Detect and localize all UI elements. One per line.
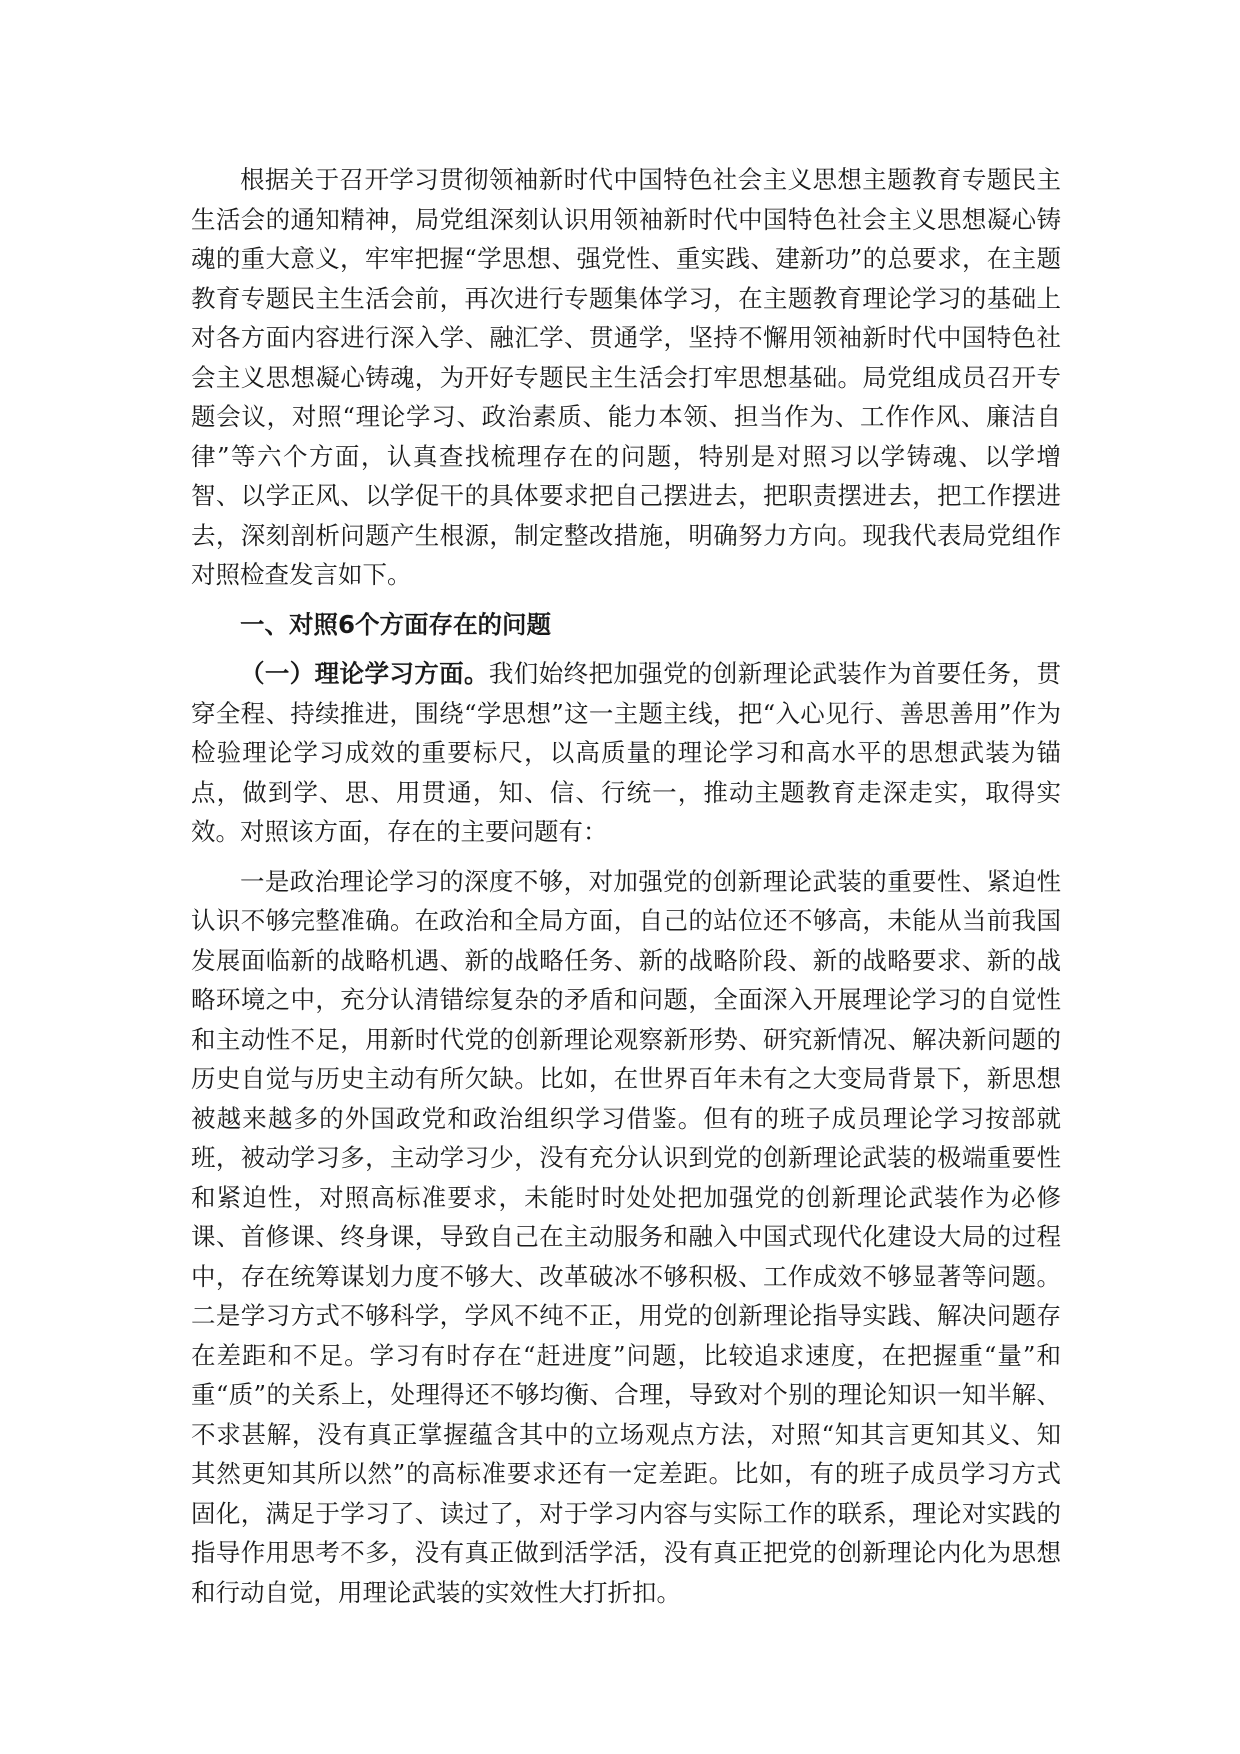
document-body [191, 160, 1061, 1612]
subsection-paragraph [191, 654, 1061, 852]
subsection-label: （一）理论学习方面。 [240, 659, 489, 688]
section-heading: 一、对照6个方面存在的问题 [240, 609, 552, 639]
subsection-text: 我们始终把加强党的创新理论武装作为首要任务，贯穿全程、持续推进，围绕“学思想”这一主题主线，把“入心见行、善思善用”作为检验理论学习成效的重要标尺，以高质量的理论学习和高水平的思想武装为锚点，做到学、思、用贯通，知、信、行统一，推动主题教育走深走实，取得实效。对照该方面，存在的主要问题有： [191, 659, 1061, 846]
intro-paragraph: 根据关于召开学习贯彻领袖新时代中国特色社会主义思想主题教育专题民主生活会的通知精神，局党组深刻认识用领袖新时代中国特色社会主义思想凝心铸魂的重大意义，牢牢把握“学思想、强党性、重实践、建新功”的总要求，在主题教育专题民主生活会前，再次进行专题集体学习，在主题教育理论学习的基础上对各方面内容进行深入学、融汇学、贯通学，坚持不懈用领袖新时代中国特色社会主义思想凝心铸魂，为开好专题民主生活会打牢思想基础。局党组成员召开专题会议，对照“理论学习、政治素质、能力本领、担当作为、工作作风、廉洁自律”等六个方面，认真查找梳理存在的问题，特别是对照习以学铸魂、以学增智、以学正风、以学促干的具体要求把自己摆进去，把职责摆进去，把工作摆进去，深刻剖析问题产生根源，制定整改措施，明确努力方向。现我代表局党组作对照检查发言如下。 [191, 165, 1061, 589]
body-paragraph: 一是政治理论学习的深度不够，对加强党的创新理论武装的重要性、紧迫性认识不够完整准确。在政治和全局方面，自己的站位还不够高，未能从当前我国发展面临新的战略机遇、新的战略任务、新的战略阶段、新的战略要求、新的战略环境之中，充分认清错综复杂的矛盾和问题，全面深入开展理论学习的自觉性和主动性不足，用新时代党的创新理论观察新形势、研究新情况、解决新问题的历史自觉与历史主动有所欠缺。比如，在世界百年未有之大变局背景下，新思想被越来越多的外国政党和政治组织学习借鉴。但有的班子成员理论学习按部就班，被动学习多，主动学习少，没有充分认识到党的创新理论武装的极端重要性和紧迫性，对照高标准要求，未能时时处处把加强党的创新理论武装作为必修课、首修课、终身课，导致自己在主动服务和融入中国式现代化建设大局的过程中，存在统筹谋划力度不够大、改革破冰不够积极、工作成效不够显著等问题。二是学习方式不够科学，学风不纯不正，用党的创新理论指导实践、解决问题存在差距和不足。学习有时存在“赶进度”问题，比较追求速度，在把握重“量”和重“质”的关系上，处理得还不够均衡、合理，导致对个别的理论知识一知半解、不求甚解，没有真正掌握蕴含其中的立场观点方法，对照“知其言更知其义、知其然更知其所以然”的高标准要求还有一定差距。比如，有的班子成员学习方式固化，满足于学习了、读过了，对于学习内容与实际工作的联系，理论对实践的指导作用思考不多，没有真正做到活学活，没有真正把党的创新理论内化为思想和行动自觉，用理论武装的实效性大打折扣。 [191, 866, 1061, 1607]
